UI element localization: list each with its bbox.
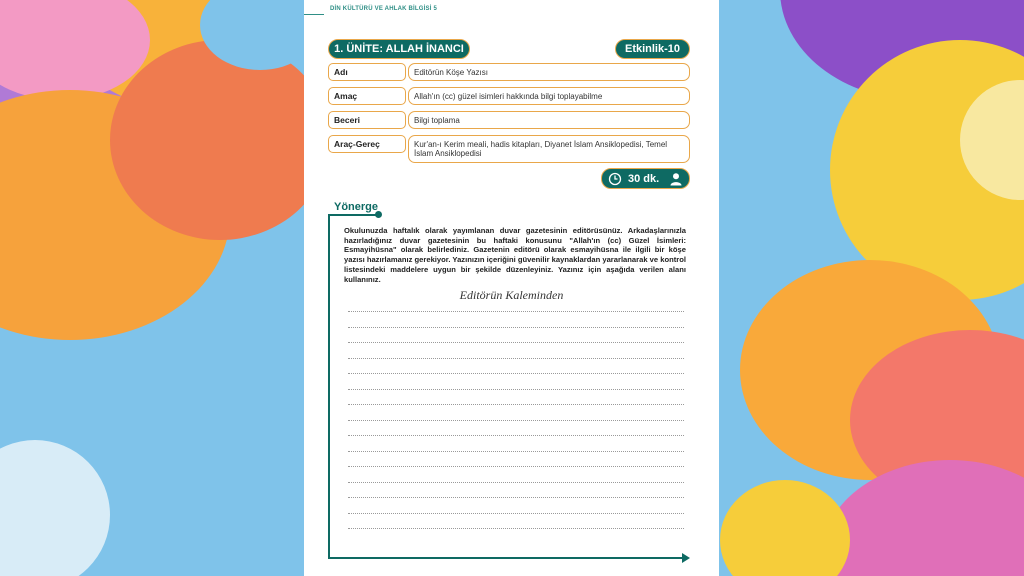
writing-heading: Editörün Kaleminden [459,288,564,302]
bg-blob [720,480,850,576]
instructions-text: Okulunuzda haftalık olarak yayımlanan duvar gazetesinin editörüsünüz. Arkadaşlarınızla hazırladığınız duvar gazetesinin bu haftaki konusunu "Allah'ın (cc) Güzel İsimleri: Esmayihüsna" olarak belirlediniz. Gazetenin editörü olarak esmayihüsna ile ilgili bir köşe yazısı hazırlamanız gerekiyor. Yazınızın içeriğini güvenilir kaynaklardan yararlanarak ve kontrol listesindeki maddelere uygun bir şekilde düzenleyiniz. Yazınız için aşağıda verilen alanı kullanınız. [344,226,686,284]
row-label-skill: Beceri [328,111,406,129]
bg-blob [110,40,330,240]
writing-line [348,404,684,405]
writing-line [348,435,684,436]
activity-badge: Etkinlik-10 [615,39,690,59]
row-label-materials: Araç-Gereç [328,135,406,153]
frame-top-line [328,214,378,216]
writing-line [348,327,684,328]
writing-line [348,358,684,359]
writing-line [348,420,684,421]
unit-title: 1. ÜNİTE: ALLAH İNANCI [328,39,470,59]
row-value-purpose: Allah'ın (cc) güzel isimleri hakkında bilgi toplayabilme [408,87,690,105]
person-icon [669,172,683,186]
writing-line [348,513,684,514]
worksheet-page [304,0,719,576]
writing-line [348,451,684,452]
book-title: DİN KÜLTÜRÜ VE AHLAK BİLGİSİ 5 [330,6,438,12]
directive-heading: Yönerge [334,201,379,213]
duration-badge [601,168,690,189]
writing-line [348,466,684,467]
row-value-materials: Kur'an-ı Kerim meali, hadis kitapları, Diyanet İslam Ansiklopedisi, Temel İslam Ansiklopedisi [408,135,690,163]
writing-line [348,342,684,343]
header-rule [304,14,324,15]
row-value-name: Editörün Köşe Yazısı [408,63,690,81]
writing-line [348,389,684,390]
row-label-purpose: Amaç [328,87,406,105]
row-value-skill: Bilgi toplama [408,111,690,129]
duration-text: 30 dk. [628,172,660,185]
row-label-name: Adı [328,63,406,81]
writing-line [348,482,684,483]
clock-icon [608,172,622,186]
writing-line [348,311,684,312]
writing-line [348,528,684,529]
writing-line [348,373,684,374]
arrow-right-icon [682,553,690,563]
frame-left-line [328,216,330,557]
bg-blob [0,440,110,576]
writing-line [348,497,684,498]
frame-bottom-line [328,557,684,559]
